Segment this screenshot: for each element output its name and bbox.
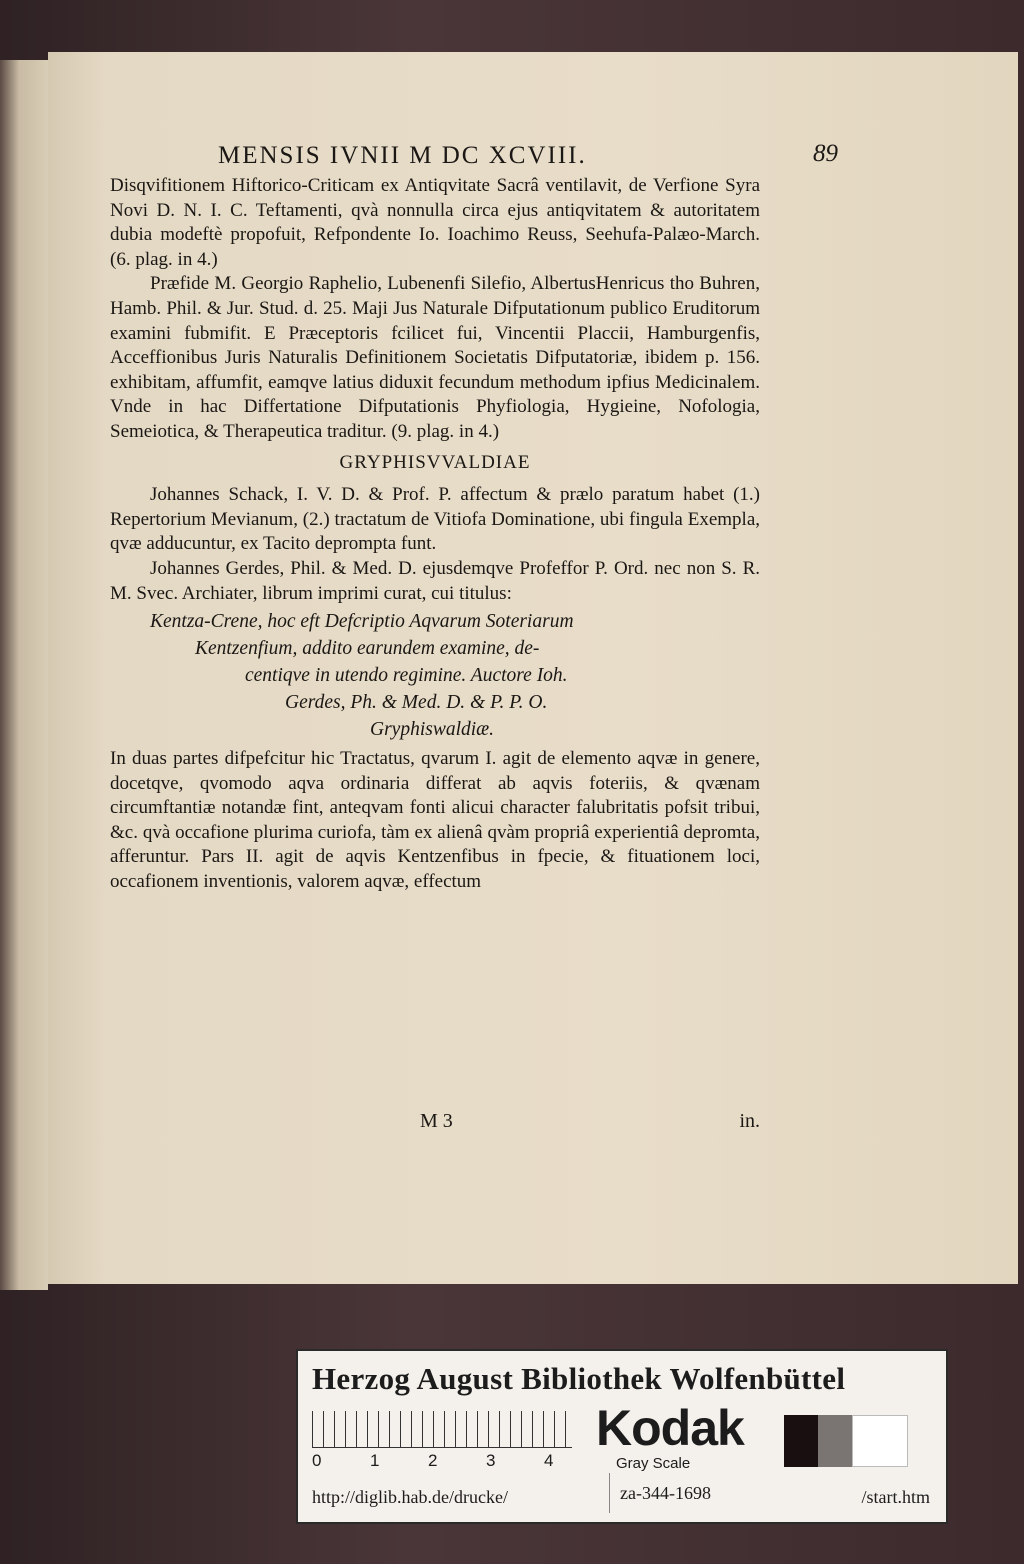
paragraph: Johannes Gerdes, Phil. & Med. D. ejusdemqve Profeffor P. Ord. nec non S. R. M. Svec. Archiater, librum imprimi curat, cui titulus: [110,557,760,604]
paragraph: Johannes Schack, I. V. D. & Prof. P. affectum & prælo paratum habet (1.) Repertorium Mevianum, (2.) tractatum de Vitiofa Dominatione, ubi fingula Exempla, qvæ adducuntur, ex Tacito deprompta funt. [110,484,760,555]
paragraph: Præfide M. Georgio Raphelio, Lubenenfi Silefio, AlbertusHenricus tho Buhren, Hamb. Phil. & Jur. Stud. d. 25. Maji Jus Naturale Difputationum publico Eruditorum examini fubmifit. E Præceptoris fcilicet fui, Vincentii Placcii, Hamburgenfis, Acceffionibus Juris Naturalis Definitionem Societatis Difputatoriæ, ibidem p. 156. exhibitam, affumfit, eamqve latius diduxit fecundum methodum ipfius Medicinalem. Vnde in hac Differtatione Difputationis Phyfiologia, Hygieine, Nofologia, Semeiotica, & Therapeutica traditur. (9. plag. in 4.) [110,273,760,442]
institution-name: Herzog August Bibliothek Wolfenbüttel [312,1361,846,1396]
source-url: http://diglib.hab.de/drucke/ [312,1487,508,1507]
book-page [48,52,1018,1284]
kodak-logo: Kodak [596,1400,744,1456]
shelfmark: za-344-1698 [620,1483,711,1503]
book-title-block [110,608,760,743]
url-suffix: /start.htm [861,1487,930,1507]
ruler-number: 0 [312,1451,322,1470]
running-title: MENSIS IVNII M DC XCVIII. [218,142,587,169]
catchword: in. [739,1110,760,1132]
book-spine-edge [0,60,48,1290]
page-number: 89 [813,140,838,167]
ruler-number: 3 [486,1451,496,1470]
library-banner [296,1349,948,1524]
running-header [218,142,838,170]
title-line: Gerdes, Ph. & Med. D. & P. P. O. [285,692,548,714]
gray-patch-white [852,1415,908,1467]
section-heading: GRYPHISVVALDIAE [339,451,531,473]
ruler-number: 4 [544,1451,554,1470]
ruler-scale [312,1411,572,1451]
page-footer [110,1110,760,1136]
paragraph: Disqvifitionem Hiftorico-Criticam ex Antiqvitate Sacrâ ventilavit, de Verfione Syra Novi D. N. I. C. Teftamenti, qvà nonnulla circa ejus antiqvitatem & autoritatem dubia modeftè propofuit, Refpondente Io. Ioachimo Reuss, Seehufa-Palæo-March. (6. plag. in 4.) [110,175,760,270]
ruler-number: 1 [370,1451,380,1470]
main-text [110,174,760,895]
title-line: centiqve in utendo regimine. Auctore Ioh. [245,665,568,687]
signature-mark: M 3 [420,1110,453,1132]
title-line: Kentza-Crene, hoc eft Defcriptio Aqvarum Soteriarum [150,611,574,633]
title-line: Gryphiswaldiæ. [370,719,495,741]
ruler-number: 2 [428,1451,438,1470]
ruler-ticks [312,1411,572,1448]
title-line: Kentzenfium, addito earundem examine, de- [195,638,540,660]
divider [609,1473,610,1513]
paragraph: In duas partes difpefcitur hic Tractatus, qvarum I. agit de elemento aqvæ in genere, docetqve, qvomodo aqva ordinaria differat ab aqvis foteriis, & qvænam circumftantiæ notandæ fint, anteqvam fonti alicui character falubritatis pofsit tribui, &c. qvà occafione plurima curiofa, tàm ex alienâ qvàm propriâ experientiâ depromta, afferuntur. Pars II. agit de aqvis Kentzenfibus in fpecie, & fituationem loci, occafionem inventionis, valorem aqvæ, effectum [110,748,760,893]
gray-patch-black [784,1415,818,1467]
gray-scale-label: Gray Scale [616,1455,691,1472]
gray-patch-mid [818,1415,852,1467]
